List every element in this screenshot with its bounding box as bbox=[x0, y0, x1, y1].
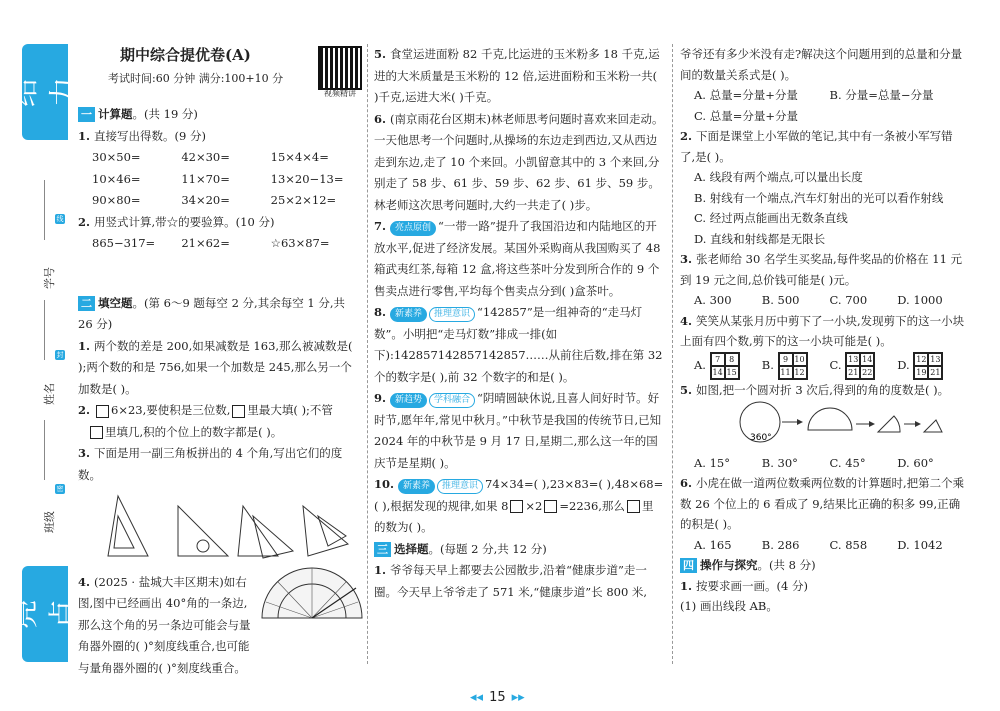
class-line bbox=[44, 420, 45, 480]
option[interactable] bbox=[694, 352, 762, 380]
bind-mark-seal: 封 bbox=[56, 351, 64, 359]
calendar-cell: 14 bbox=[712, 367, 723, 377]
question-2-9: 9. 新趋势 学科融合 “阴晴圆缺休说,且喜人间好时节。好时节,愿年年,常见中秋月。”中秋节是我国的传统节日,已知 2024 年的中秋节是 9 月 17 日,星期二,那么这一年的国庆节是星期( )。 bbox=[374, 391, 662, 470]
calc-item: 15×4×4= bbox=[270, 150, 329, 164]
question-text: 74×34=( ),23×83=( ),48×68=( ),根据发现的规律,如果 8 bbox=[374, 477, 664, 513]
paper-subtitle: 考试时间:60 分钟 满分:100+10 分 bbox=[108, 72, 284, 85]
question-text: 食堂运进面粉 82 千克,比运进的玉米粉多 18 千克,运进的大米质量是玉米粉的 12 倍,运进面粉和玉米粉一共( )千克,运进大米( )千克。 bbox=[374, 47, 660, 104]
paper-title: 期中综合提优卷(A) bbox=[120, 46, 251, 64]
question-2-1: 1. 两个数的差是 200,如果减数是 163,那么被减数是( );两个数的和是 756,如果一个加数是 245,那么另一个加数是( )。 bbox=[78, 338, 353, 396]
column-divider-2 bbox=[672, 44, 673, 664]
triangle-ruler-c bbox=[238, 506, 278, 556]
next-page-icon: ▸▸ bbox=[511, 690, 525, 705]
tag-trend: 新趋势 bbox=[390, 393, 427, 408]
bind-mark-secret: 密 bbox=[56, 485, 64, 493]
options-3-5 bbox=[680, 453, 965, 474]
tag-skill: 学科融合 bbox=[429, 393, 475, 408]
question-3-1-cont: 爷爷还有多少米没有走?解决这个问题用到的总量和分量间的数量关系式是( )。 bbox=[680, 47, 963, 82]
calendar-cell: 11 bbox=[780, 367, 791, 377]
class-label: 班级 bbox=[43, 511, 56, 533]
section-3-header bbox=[374, 539, 664, 561]
page-footer bbox=[470, 690, 525, 705]
side-tab-bottom bbox=[7, 566, 82, 662]
column-2 bbox=[374, 44, 664, 603]
question-2-5: 5. 食堂运进面粉 82 千克,比运进的玉米粉多 18 千克,运进的大米质量是玉米粉的 12 倍,运进面粉和玉米粉一共( )千克,运进大米( )千克。 bbox=[374, 47, 660, 104]
question-2-4: 4. (2025 · 盐城大丰区期末)如右图,图中已经画出 40°角的一条边,那么这个角的另一条边可能会与量角器外圈的( )°刻度线重合,也可能与量角器外圈的( )°刻度线重合。 bbox=[78, 574, 251, 675]
question-4-1-part-1: (1) 画出线段 AB。 bbox=[680, 599, 778, 613]
section-3-title: 选择题 bbox=[394, 541, 429, 556]
question-2-8: 8. 新素养 推理意识 “142857”是一组神奇的“走马灯数”。小明把“走马灯数”排成一排(如下):142857142857142857……从前往后数,排在第 32 个的数字是( ),前 32 个数字的和是( )。 bbox=[374, 305, 663, 384]
section-4-title: 操作与探究 bbox=[700, 558, 758, 572]
section-2-title: 填空题 bbox=[98, 295, 133, 310]
calc-item: 90×80= bbox=[92, 193, 141, 207]
question-text: “142857”是一组神奇的“走马灯数”。小明把“走马灯数”排成一排(如下):142857142857142857……从前往后数,排在第 32 个的数字是( ),前 32 个数字的和是( )。 bbox=[374, 305, 663, 384]
option[interactable] bbox=[830, 352, 898, 380]
blank-box[interactable] bbox=[627, 500, 640, 513]
question-3-6: 6. 小虎在做一道两位数乘两位数的计算题时,把第二个乘数 26 个位上的 6 看成了 9,结果比正确的积多 99,正确的积是( )。 bbox=[680, 476, 965, 531]
question-text: 两个数的差是 200,如果减数是 163,那么被减数是 bbox=[94, 338, 349, 353]
question-3-4: 4. 笑笑从某张月历中剪下了一小块,发现剪下的这一小块上面有四个数,剪下的这一小块可能是( )。 bbox=[680, 313, 965, 348]
option[interactable]: B. 射线有一个端点,汽车灯射出的光可以看作射线 bbox=[694, 190, 944, 205]
calendar-block bbox=[710, 352, 740, 380]
blank-box[interactable] bbox=[90, 426, 103, 439]
calendar-cell: 12 bbox=[916, 354, 927, 364]
calendar-cell: 14 bbox=[862, 354, 873, 364]
question-text: (2025 · 盐城大丰区期末)如右图,图中已经画出 40°角的一条边,那么这个角的另一条边可能会与量角器外圈的( )°刻度线重合,也可能与量角器外圈的( )°刻度线重合。 bbox=[78, 574, 251, 675]
option-letter: B. bbox=[761, 357, 774, 372]
vertical-calc-row bbox=[78, 233, 360, 255]
calc-item: ☆63×87= bbox=[270, 236, 330, 250]
question-text: ×2 bbox=[525, 498, 543, 513]
option[interactable]: C. 45° bbox=[829, 455, 866, 470]
tag-new: 新素养 bbox=[390, 307, 427, 322]
question-text: 里最大填( );不管 bbox=[247, 403, 333, 417]
option[interactable] bbox=[762, 352, 830, 380]
option[interactable]: A. 300 bbox=[694, 293, 732, 307]
calendar-cell: 9 bbox=[779, 353, 793, 366]
section-3-number: 三 bbox=[374, 542, 391, 557]
question-2-6: 6. (南京雨花台区期末)林老师思考问题时喜欢来回走动。一天他思考一个问题时,从操场的东边走到西边,又从西边走到东边,走了 10 个来回。小凯留意其中的 3 个来回,分别走了 58 步、61 步、59 步、62 步、61 步、59 步。林老师这次思考问题时,大约一共走了( )步。 bbox=[374, 111, 664, 212]
option[interactable]: D. 直线和射线都是无限长 bbox=[694, 231, 826, 246]
full-circle-label: 360° bbox=[750, 433, 772, 443]
calendar-block bbox=[913, 352, 943, 380]
option[interactable]: B. 分量=总量−分量 bbox=[829, 88, 934, 102]
question-text: 如图,把一个圆对折 3 次后,得到的角的度数是( )。 bbox=[696, 382, 950, 397]
column-divider-1 bbox=[367, 44, 368, 664]
section-1-number: 一 bbox=[78, 107, 95, 122]
question-3-1: 1. 爷爷每天早上都要去公园散步,沿着“健康步道”走一圈。今天早上爷爷走了 571 米,“健康步道”长 800 米, bbox=[374, 563, 648, 599]
question-text: ( );两个数的和是 756,如果一个加数是 245,那么另一个加数是( )。 bbox=[78, 338, 353, 396]
circle-fold-figure bbox=[680, 400, 960, 446]
blank-box[interactable] bbox=[510, 500, 523, 513]
student-id-label: 学号 bbox=[43, 267, 56, 289]
question-2-10: 10. 新素养 推理意识 74×34=( ),23×83=( ),48×68=( ),根据发现的规律,如果 8 ×2 =2236,那么 里的数为( )。 bbox=[374, 477, 664, 534]
section-3-note: 。(每题 2 分,共 12 分) bbox=[428, 541, 547, 556]
calendar-cell: 13 bbox=[848, 354, 859, 364]
question-text: 爷爷每天早上都要去公园散步,沿着“健康步道”走一圈。今天早上爷爷走了 571 米,“健康步道”长 800 米, bbox=[374, 563, 648, 599]
question-text: 张老师给 30 名学生买奖品,每件奖品的价格在 11 元到 19 元之间,总价钱可能是( )元。 bbox=[680, 252, 963, 287]
section-1-title: 计算题 bbox=[98, 107, 133, 121]
triangle-ruler-b bbox=[178, 506, 228, 556]
qr-code-icon[interactable] bbox=[318, 46, 362, 90]
prev-page-icon: ◂◂ bbox=[470, 690, 484, 705]
question-text: 小虎在做一道两位数乘两位数的计算题时,把第二个乘数 26 个位上的 6 看成了 9,结果比正确的积多 99,正确的积是( )。 bbox=[680, 476, 965, 531]
binding-strip bbox=[0, 0, 82, 711]
triangle-ruler-d bbox=[303, 506, 348, 556]
tag-skill: 推理意识 bbox=[429, 307, 475, 322]
question-4-1: 1. 按要求画一画。(4 分) bbox=[680, 578, 808, 593]
option[interactable]: C. 总量=分量+分量 bbox=[694, 108, 798, 123]
triangle-angles-figure bbox=[78, 486, 358, 564]
section-4-header bbox=[680, 555, 965, 576]
option[interactable]: D. 60° bbox=[897, 455, 934, 470]
protractor-figure bbox=[258, 556, 366, 624]
question-2-3: 3. 下面是用一副三角板拼出的 4 个角,写出它们的度数。 bbox=[78, 446, 343, 482]
option[interactable]: B. 30° bbox=[761, 455, 798, 470]
calendar-cell: 8 bbox=[725, 353, 739, 366]
section-4-note: 。(共 8 分) bbox=[757, 558, 816, 572]
option[interactable]: C. 700 bbox=[829, 293, 868, 307]
question-text: 下面是课堂上小军做的笔记,其中有一条被小军写错了,是( )。 bbox=[680, 129, 953, 164]
option[interactable]: A. 165 bbox=[694, 537, 732, 552]
calendar-block bbox=[778, 352, 808, 380]
option[interactable]: A. 15° bbox=[694, 455, 730, 470]
side-tab-top-text: 给力 bbox=[7, 77, 82, 107]
tag-new: 新素养 bbox=[398, 479, 435, 494]
calc-item: 13×20−13= bbox=[270, 171, 344, 186]
calendar-cell: 22 bbox=[862, 367, 873, 377]
tag-skill: 推理意识 bbox=[437, 479, 483, 494]
calendar-cell: 21 bbox=[848, 367, 859, 377]
question-text: (南京雨花台区期末)林老师思考问题时喜欢来回走动。一天他思考一个问题时,从操场的东边走到西边,又从西边走到东边,走了 10 个来回。小凯留意其中的 3 个来回,分别走了 58 步、61 步、59 步、62 步、61 步、59 步。林老师这次思考问题时,大约一共走了( )步。 bbox=[374, 111, 664, 212]
side-tab-top bbox=[7, 44, 82, 140]
question-1-2: 2. 用竖式计算,带☆的要验算。(10 分) bbox=[78, 214, 275, 229]
side-tab-bottom-text: 亮点 bbox=[7, 599, 82, 629]
calendar-cell: 7 bbox=[711, 353, 725, 366]
question-text: =2236,那么 bbox=[559, 498, 625, 513]
blank-box[interactable] bbox=[544, 500, 557, 513]
calendar-cell: 12 bbox=[794, 367, 805, 377]
calendar-cell: 13 bbox=[930, 354, 941, 364]
option[interactable]: A. 总量=分量+分量 bbox=[694, 88, 798, 102]
calc-row-3 bbox=[78, 190, 360, 212]
calc-row-2 bbox=[78, 169, 360, 191]
question-text: 用竖式计算,带☆的要验算。(10 分) bbox=[94, 214, 275, 229]
blank-box[interactable] bbox=[96, 405, 109, 418]
option[interactable]: D. 1042 bbox=[897, 537, 943, 552]
question-text: “阴晴圆缺休说,且喜人间好时节。好时节,愿年年,常见中秋月。”中秋节是我国的传统节日,已知 2024 年的中秋节是 9 月 17 日,星期二,那么这一年的国庆节是星期( )。 bbox=[374, 391, 662, 470]
calendar-cell: 15 bbox=[726, 367, 737, 377]
tag-highlight: 亮点原创 bbox=[390, 221, 436, 236]
calc-item: 11×70= bbox=[181, 171, 230, 186]
question-text: 笑笑从某张月历中剪下了一小块,发现剪下的这一小块上面有四个数,剪下的这一小块可能是( )。 bbox=[680, 313, 965, 348]
calc-item: 30×50= bbox=[92, 150, 141, 164]
question-2-7: 7. 亮点原创 “一带一路”提升了我国沿边和内陆地区的开放水平,促进了经济发展。某国外采购商从我国购买了 48 箱武夷红茶,每箱 12 盒,将这些茶叶分发到所合作的 9 个售卖点进行零售,平均每个售卖点分到( )盒茶叶。 bbox=[374, 219, 661, 298]
option-letter: A. bbox=[694, 357, 706, 372]
option[interactable]: B. 286 bbox=[761, 537, 800, 552]
option-letter: D. bbox=[897, 357, 910, 372]
option[interactable]: C. 858 bbox=[829, 537, 868, 552]
option[interactable] bbox=[897, 352, 965, 380]
question-text: 里填几,积的个位上的数字都是( )。 bbox=[105, 424, 283, 439]
calc-item: 10×46= bbox=[92, 171, 141, 186]
question-text: “一带一路”提升了我国沿边和内陆地区的开放水平,促进了经济发展。某国外采购商从我国购买了 48 箱武夷红茶,每箱 12 盒,将这些茶叶分发到所合作的 9 个售卖点进行零售,平均每个售卖点分到( )盒茶叶。 bbox=[374, 219, 661, 298]
option[interactable]: C. 经过两点能画出无数条直线 bbox=[694, 211, 848, 225]
option-letter: C. bbox=[829, 357, 842, 372]
blank-box[interactable] bbox=[232, 405, 245, 418]
options-3-6 bbox=[680, 535, 965, 556]
option[interactable]: A. 线段有两个端点,可以量出长度 bbox=[694, 170, 863, 184]
id-line bbox=[44, 180, 45, 240]
question-text: 6×23,要使积是三位数, bbox=[111, 403, 231, 417]
calc-item: 42×30= bbox=[181, 150, 230, 164]
section-2-note: 。(第 6～9 题每空 2 分,其余每空 1 分,共 26 分) bbox=[78, 295, 345, 331]
section-1-note: 。(共 19 分) bbox=[132, 107, 198, 121]
question-2-2: 2. 6×23,要使积是三位数, 里最大填( );不管 里填几,积的个位上的数字都是( )。 bbox=[78, 403, 333, 439]
question-3-3: 3. 张老师给 30 名学生买奖品,每件奖品的价格在 11 元到 19 元之间,总价钱可能是( )元。 bbox=[680, 252, 963, 287]
options-3-1 bbox=[680, 85, 965, 106]
question-3-5: 5. 如图,把一个圆对折 3 次后,得到的角的度数是( )。 bbox=[680, 382, 950, 397]
option[interactable]: D. 1000 bbox=[897, 293, 943, 307]
option[interactable]: B. 500 bbox=[761, 293, 800, 307]
name-line bbox=[44, 300, 45, 360]
bind-mark-line: 线 bbox=[56, 215, 64, 223]
qr-caption: 视频精讲 bbox=[324, 89, 356, 98]
question-text: 直接写出得数。(9 分) bbox=[94, 128, 206, 143]
calc-item: 34×20= bbox=[181, 193, 230, 207]
question-text: 下面是用一副三角板拼出的 4 个角,写出它们的度数。 bbox=[78, 446, 343, 482]
question-3-2: 2. 下面是课堂上小军做的笔记,其中有一条被小军写错了,是( )。 bbox=[680, 129, 953, 164]
question-text: 按要求画一画。(4 分) bbox=[696, 578, 808, 593]
question-1-1: 1. 直接写出得数。(9 分) bbox=[78, 128, 206, 143]
calendar-cell: 21 bbox=[930, 367, 941, 377]
section-2-number: 二 bbox=[78, 296, 95, 311]
calc-item: 865−317= bbox=[92, 236, 156, 250]
section-2-header bbox=[78, 293, 360, 336]
question-text: 里的数为( )。 bbox=[374, 498, 654, 534]
calc-item: 25×2×12= bbox=[270, 193, 337, 207]
section-4-number: 四 bbox=[680, 558, 697, 573]
calendar-cell: 10 bbox=[794, 354, 805, 364]
page-number: 15 bbox=[489, 690, 506, 705]
calc-row-1 bbox=[78, 147, 360, 169]
calendar-cell: 19 bbox=[916, 367, 927, 377]
options-3-3 bbox=[680, 290, 965, 311]
calc-item: 21×62= bbox=[181, 236, 230, 250]
section-1-header bbox=[78, 104, 360, 126]
calendar-block bbox=[845, 352, 875, 380]
column-3 bbox=[680, 44, 965, 617]
options-3-4 bbox=[680, 352, 965, 380]
student-name-label: 姓名 bbox=[43, 383, 56, 405]
